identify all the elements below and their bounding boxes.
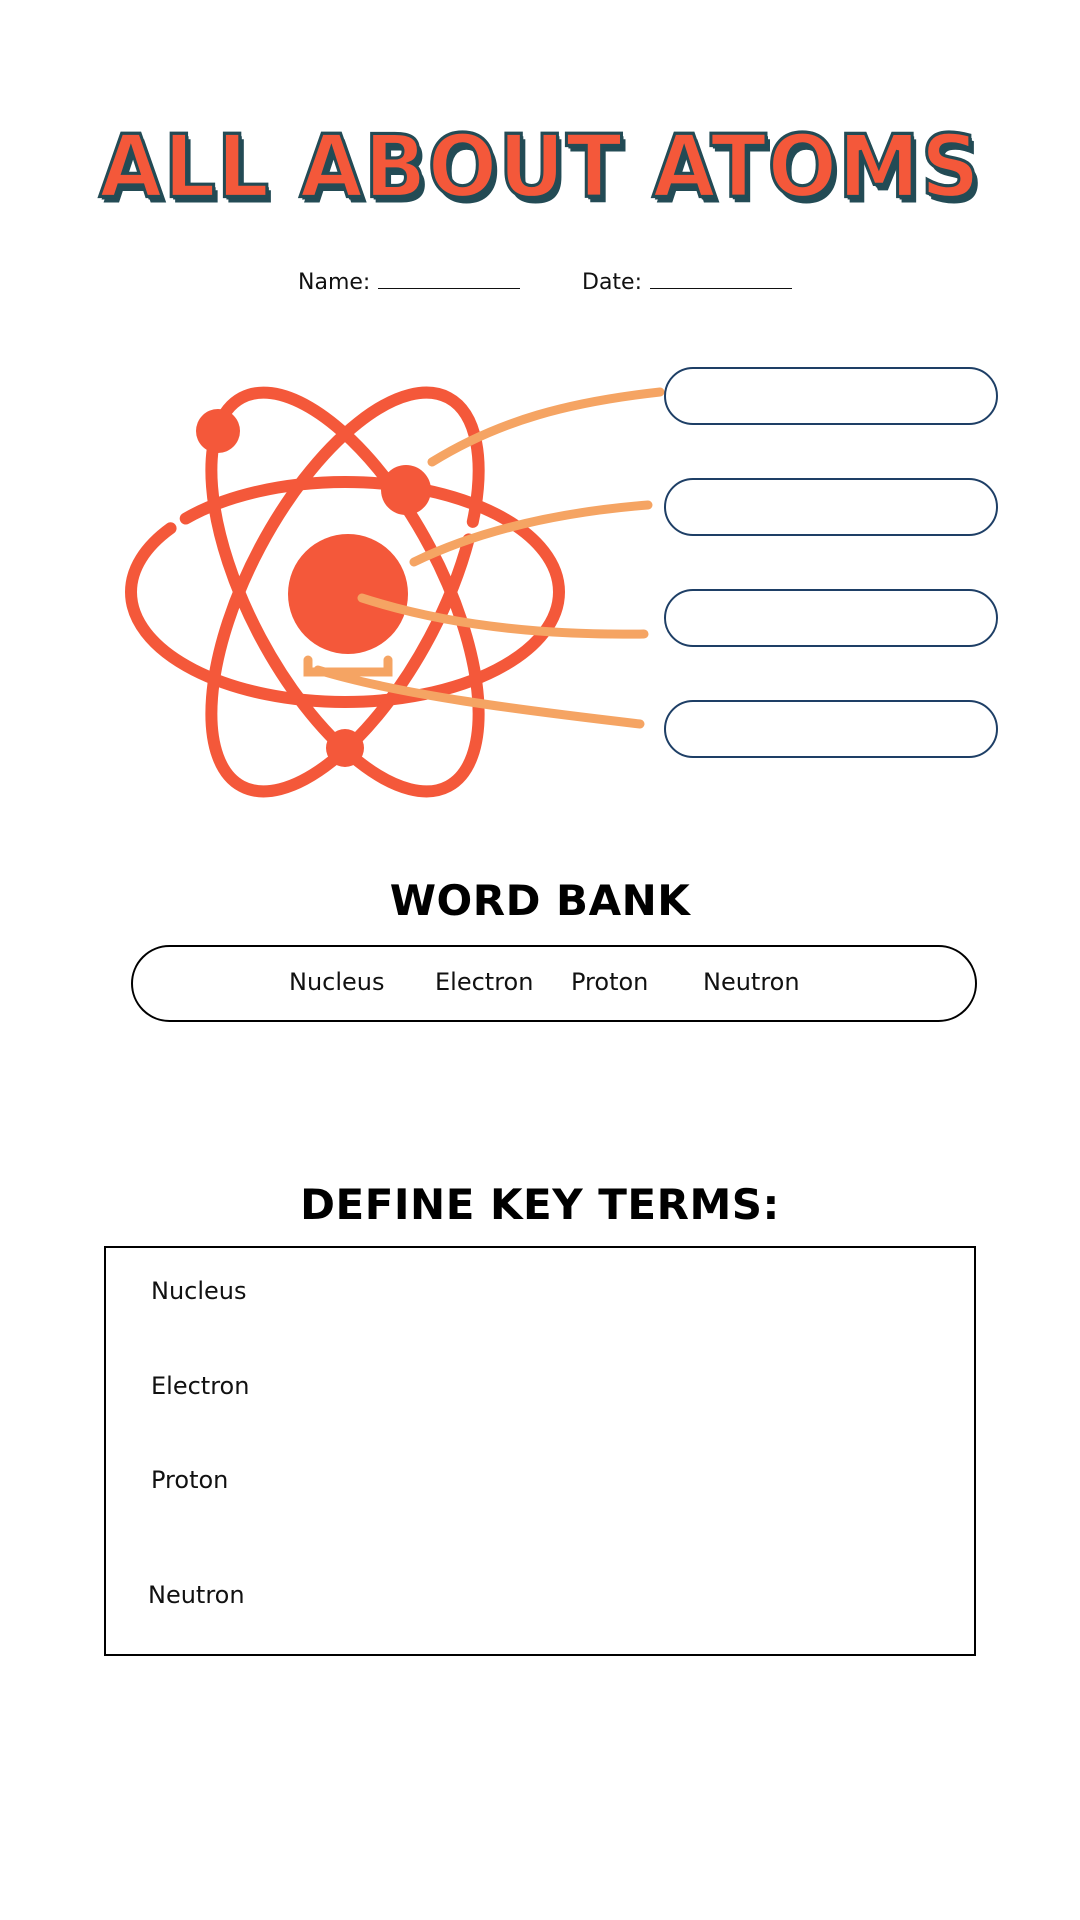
electron-dot	[196, 409, 240, 453]
electron-dot	[326, 729, 364, 767]
neutron-bracket	[308, 660, 388, 672]
word-bank-item: Nucleus	[289, 968, 385, 996]
orbit-tilted-left	[157, 353, 533, 832]
term-label: Proton	[151, 1466, 229, 1494]
nucleus-shape	[288, 534, 408, 654]
label-box-3[interactable]	[664, 589, 998, 647]
word-bank-item: Proton	[571, 968, 649, 996]
date-field[interactable]	[582, 268, 792, 295]
word-bank-item: Electron	[435, 968, 534, 996]
name-field[interactable]	[298, 268, 520, 295]
orbit-horizontal	[131, 482, 559, 702]
date-label: Date:	[582, 270, 642, 295]
word-bank-box	[131, 945, 977, 1022]
leader-line	[362, 598, 644, 634]
word-bank-heading: WORD BANK	[389, 876, 691, 925]
name-label: Name:	[298, 270, 371, 295]
date-blank-line[interactable]	[650, 268, 792, 289]
term-label: Neutron	[148, 1581, 245, 1609]
label-box-1[interactable]	[664, 367, 998, 425]
word-bank-item: Neutron	[703, 968, 800, 996]
page-title: ALL ABOUT ATOMS	[99, 117, 981, 218]
leader-line	[432, 392, 660, 462]
define-terms-heading: DEFINE KEY TERMS:	[300, 1180, 780, 1229]
label-box-4[interactable]	[664, 700, 998, 758]
atom-icon	[131, 353, 559, 832]
label-box-2[interactable]	[664, 478, 998, 536]
electron-dot	[381, 465, 431, 515]
orbit-tilted-right	[157, 353, 533, 832]
leader-line	[318, 670, 640, 724]
name-blank-line[interactable]	[378, 268, 520, 289]
term-label: Electron	[151, 1372, 250, 1400]
leader-line	[414, 505, 648, 562]
term-label: Nucleus	[151, 1277, 247, 1305]
